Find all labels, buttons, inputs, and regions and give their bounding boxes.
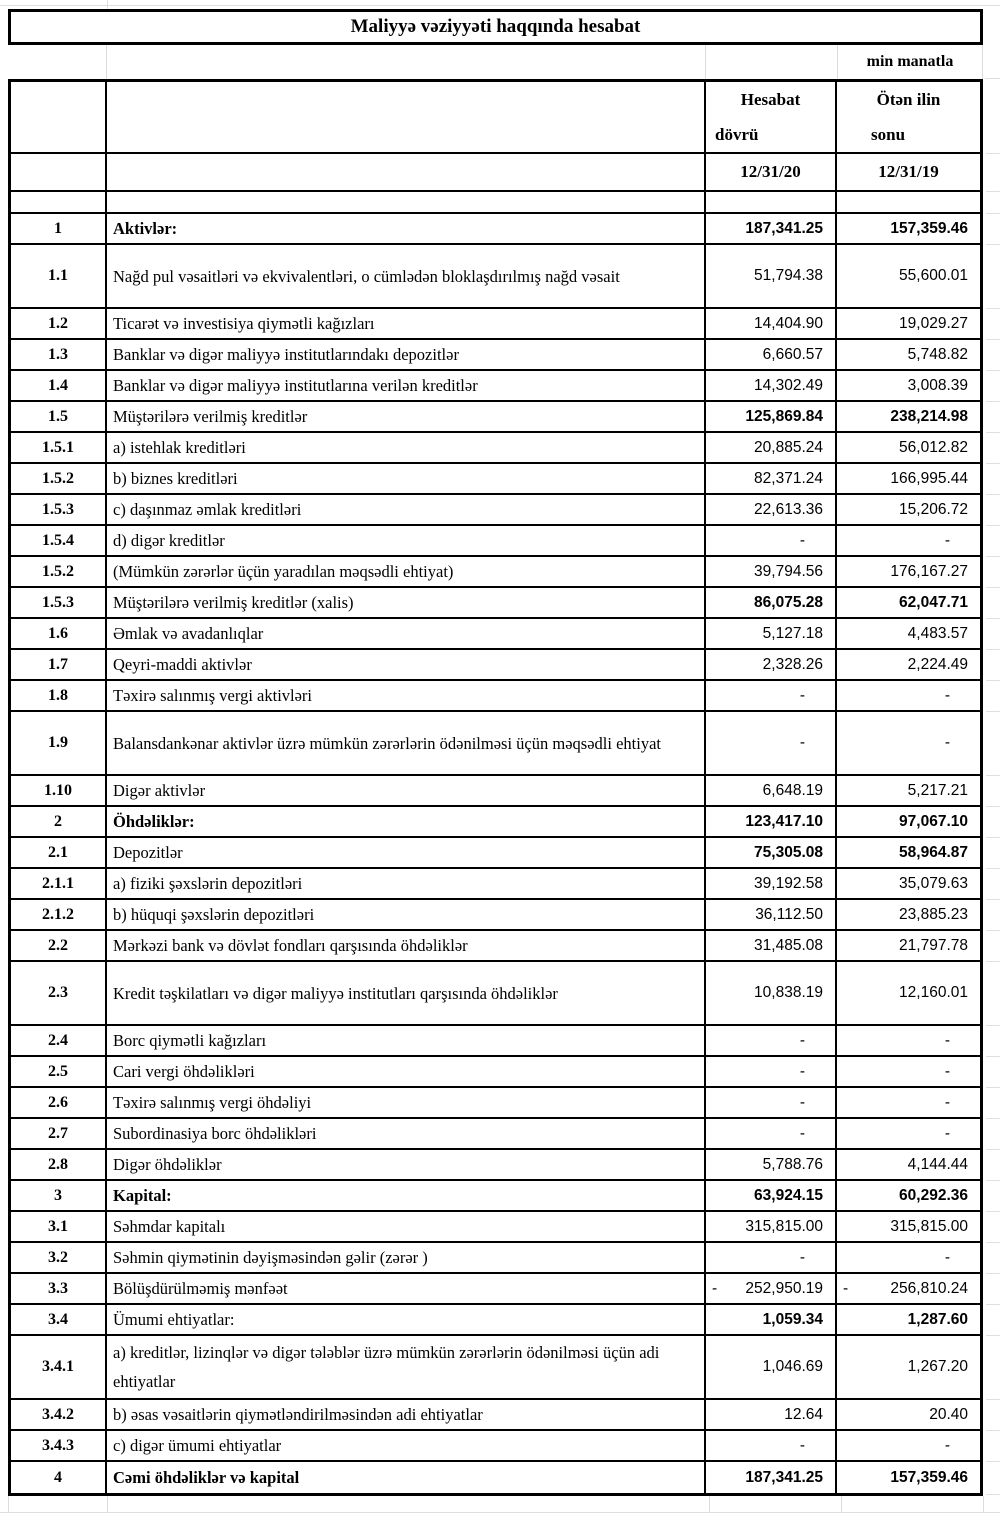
row-number: 1.5.2 bbox=[11, 557, 107, 586]
amount-text: 252,950.19 bbox=[745, 1279, 823, 1297]
current-period-header-line1: Hesabat bbox=[740, 89, 801, 109]
table-row bbox=[11, 557, 980, 588]
sheet-gridline-strip-top bbox=[0, 0, 1000, 9]
table-row bbox=[11, 1088, 980, 1119]
table-row bbox=[11, 712, 980, 776]
spacer-cell-description bbox=[107, 192, 706, 212]
value-previous: 157,359.46 bbox=[890, 1468, 968, 1486]
value-previous: 21,797.78 bbox=[899, 936, 968, 954]
spacer-cell-previous bbox=[837, 192, 980, 212]
gridline-vertical bbox=[8, 1496, 9, 1512]
value-current: 6,648.19 bbox=[706, 776, 837, 805]
table-row bbox=[11, 1181, 980, 1212]
row-label: Kapital: bbox=[107, 1181, 706, 1210]
value-current: 187,341.25 bbox=[706, 214, 837, 243]
value-previous: 238,214.98 bbox=[890, 407, 968, 425]
date-row bbox=[11, 154, 980, 192]
row-number: 3.4.1 bbox=[11, 1336, 107, 1398]
spacer-row bbox=[11, 192, 980, 214]
row-number: 1 bbox=[11, 214, 107, 243]
row-number: 2.2 bbox=[11, 931, 107, 960]
value-current: 12.64 bbox=[706, 1400, 837, 1429]
table-row bbox=[11, 1057, 980, 1088]
header-cell-previous-period bbox=[837, 82, 980, 152]
value-previous: 55,600.01 bbox=[899, 267, 968, 284]
table-row bbox=[11, 245, 980, 309]
table-row bbox=[11, 495, 980, 526]
row-number: 1.10 bbox=[11, 776, 107, 805]
table-row bbox=[11, 464, 980, 495]
table-row bbox=[11, 1305, 980, 1336]
value-previous: 20.40 bbox=[929, 1405, 968, 1423]
table-row bbox=[11, 309, 980, 340]
value-current: 123,417.10 bbox=[706, 807, 837, 836]
row-number: 1.4 bbox=[11, 371, 107, 400]
row-label: Borc qiymətli kağızları bbox=[107, 1026, 706, 1055]
value-current: 86,075.28 bbox=[706, 588, 837, 617]
table-row bbox=[11, 931, 980, 962]
row-label: Təxirə salınmış vergi öhdəliyi bbox=[107, 1088, 706, 1117]
row-number: 1.5.3 bbox=[11, 495, 107, 524]
minus-sign: - bbox=[843, 1279, 849, 1297]
row-label: Cari vergi öhdəlikləri bbox=[107, 1057, 706, 1086]
row-number: 1.3 bbox=[11, 340, 107, 369]
value-previous: 1,287.60 bbox=[907, 1310, 968, 1328]
amount-text: 256,810.24 bbox=[890, 1279, 968, 1297]
row-label: Depozitlər bbox=[107, 838, 706, 867]
minus-sign: - bbox=[712, 1279, 718, 1297]
value-previous: - bbox=[944, 686, 950, 704]
table-row bbox=[11, 433, 980, 464]
value-previous: 56,012.82 bbox=[899, 438, 968, 456]
row-label: Kredit təşkilatları və digər maliyyə institutları qarşısında öhdəliklər bbox=[107, 962, 706, 1024]
table-row bbox=[11, 1274, 980, 1305]
table-row bbox=[11, 900, 980, 931]
value-current: - bbox=[706, 1057, 837, 1086]
date-cell-description bbox=[107, 154, 706, 190]
row-number: 2 bbox=[11, 807, 107, 836]
table-row bbox=[11, 1462, 980, 1493]
row-label: Subordinasiya borc öhdəlikləri bbox=[107, 1119, 706, 1148]
row-number: 1.5.3 bbox=[11, 588, 107, 617]
table-row bbox=[11, 869, 980, 900]
previous-period-header-line1: Ötən ilin bbox=[876, 89, 941, 109]
gridline-vertical bbox=[983, 1496, 984, 1512]
row-number: 3.4.3 bbox=[11, 1431, 107, 1460]
row-label: a) istehlak kreditləri bbox=[107, 433, 706, 462]
table-row bbox=[11, 838, 980, 869]
row-number: 2.7 bbox=[11, 1119, 107, 1148]
value-current: 14,302.49 bbox=[706, 371, 837, 400]
value-previous: - bbox=[944, 1062, 950, 1080]
row-label: Banklar və digər maliyyə institutlarına verilən kreditlər bbox=[107, 371, 706, 400]
table-row bbox=[11, 681, 980, 712]
row-number: 2.3 bbox=[11, 962, 107, 1024]
value-previous: 5,748.82 bbox=[907, 345, 968, 363]
value-current: - bbox=[706, 1088, 837, 1117]
gridline-vertical bbox=[709, 1496, 710, 1512]
value-previous bbox=[837, 1274, 980, 1303]
unit-row-cell-current bbox=[706, 45, 838, 79]
value-previous: 60,292.36 bbox=[899, 1186, 968, 1204]
row-number: 3.4.2 bbox=[11, 1400, 107, 1429]
value-current: 63,924.15 bbox=[706, 1181, 837, 1210]
value-current: - bbox=[706, 1119, 837, 1148]
table-row bbox=[11, 650, 980, 681]
row-number: 4 bbox=[11, 1462, 107, 1493]
row-label: Bölüşdürülməmiş mənfəət bbox=[107, 1274, 706, 1303]
value-current: 36,112.50 bbox=[706, 900, 837, 929]
value-previous: - bbox=[944, 1436, 950, 1454]
row-label: Ümumi ehtiyatlar: bbox=[107, 1305, 706, 1334]
value-previous: 15,206.72 bbox=[899, 500, 968, 518]
table-row bbox=[11, 1026, 980, 1057]
row-label: Müştərilərə verilmiş kreditlər (xalis) bbox=[107, 588, 706, 617]
row-number: 1.5.2 bbox=[11, 464, 107, 493]
row-number: 1.5.1 bbox=[11, 433, 107, 462]
table-row bbox=[11, 340, 980, 371]
value-previous: 5,217.21 bbox=[907, 781, 968, 799]
value-current: 10,838.19 bbox=[706, 962, 837, 1024]
row-number: 3.3 bbox=[11, 1274, 107, 1303]
row-number: 2.5 bbox=[11, 1057, 107, 1086]
row-label: c) daşınmaz əmlak kreditləri bbox=[107, 495, 706, 524]
value-current: - bbox=[706, 1431, 837, 1460]
table-row bbox=[11, 1431, 980, 1462]
value-previous: 23,885.23 bbox=[899, 905, 968, 923]
row-number: 3.2 bbox=[11, 1243, 107, 1272]
value-previous: - bbox=[944, 1031, 950, 1049]
table-row bbox=[11, 962, 980, 1026]
report-title-box bbox=[8, 9, 983, 45]
row-label: Öhdəliklər: bbox=[107, 807, 706, 836]
value-current: 82,371.24 bbox=[706, 464, 837, 493]
unit-row-cell-description bbox=[107, 45, 706, 79]
row-number: 2.1.1 bbox=[11, 869, 107, 898]
table-row bbox=[11, 588, 980, 619]
value-previous: 2,224.49 bbox=[907, 655, 968, 673]
gridline-vertical bbox=[107, 1496, 108, 1512]
current-period-date: 12/31/20 bbox=[706, 154, 837, 190]
unit-label: min manatla bbox=[866, 53, 954, 70]
value-current: - bbox=[706, 681, 837, 710]
value-current: 22,613.36 bbox=[706, 495, 837, 524]
value-current: 39,192.58 bbox=[706, 869, 837, 898]
unit-row-cell-number bbox=[8, 45, 107, 79]
header-cell-current-period bbox=[706, 82, 837, 152]
row-number: 1.5 bbox=[11, 402, 107, 431]
statement-table bbox=[8, 79, 983, 1496]
value-previous: - bbox=[944, 531, 950, 549]
row-number: 3.4 bbox=[11, 1305, 107, 1334]
value-previous: 4,483.57 bbox=[907, 624, 968, 642]
row-label: Səhmin qiymətinin dəyişməsindən gəlir (zərər ) bbox=[107, 1243, 706, 1272]
value-current: - bbox=[706, 526, 837, 555]
table-row bbox=[11, 619, 980, 650]
row-number: 1.2 bbox=[11, 309, 107, 338]
table-row bbox=[11, 1212, 980, 1243]
value-previous: - bbox=[944, 1248, 950, 1266]
row-label: b) biznes kreditləri bbox=[107, 464, 706, 493]
header-cell-number bbox=[11, 82, 107, 152]
row-number: 3 bbox=[11, 1181, 107, 1210]
row-label: c) digər ümumi ehtiyatlar bbox=[107, 1431, 706, 1460]
row-label: Müştərilərə verilmiş kreditlər bbox=[107, 402, 706, 431]
row-label: Nağd pul vəsaitləri və ekvivalentləri, o cümlədən bloklaşdırılmış nağd vəsait bbox=[107, 245, 706, 307]
table-row bbox=[11, 526, 980, 557]
unit-row bbox=[8, 45, 983, 79]
row-number: 1.5.4 bbox=[11, 526, 107, 555]
value-previous: 12,160.01 bbox=[899, 984, 968, 1001]
row-number: 2.4 bbox=[11, 1026, 107, 1055]
value-current: 187,341.25 bbox=[706, 1462, 837, 1493]
table-row bbox=[11, 1243, 980, 1274]
value-current: - bbox=[706, 1026, 837, 1055]
row-number: 1.9 bbox=[11, 712, 107, 774]
table-row bbox=[11, 1119, 980, 1150]
value-current: 315,815.00 bbox=[706, 1212, 837, 1241]
value-previous: 19,029.27 bbox=[899, 314, 968, 332]
value-current: 6,660.57 bbox=[706, 340, 837, 369]
date-cell-number bbox=[11, 154, 107, 190]
row-label: Balansdankənar aktivlər üzrə mümkün zərərlərin ödənilməsi üçün məqsədli ehtiyat bbox=[107, 712, 706, 774]
row-label: d) digər kreditlər bbox=[107, 526, 706, 555]
value-previous: 4,144.44 bbox=[907, 1155, 968, 1173]
table-row bbox=[11, 1336, 980, 1400]
value-current: 125,869.84 bbox=[706, 402, 837, 431]
row-label: Ticarət və investisiya qiymətli kağızları bbox=[107, 309, 706, 338]
value-current bbox=[706, 1274, 837, 1303]
value-previous: - bbox=[944, 1124, 950, 1142]
table-row bbox=[11, 807, 980, 838]
row-number: 2.1.2 bbox=[11, 900, 107, 929]
value-previous: 166,995.44 bbox=[890, 469, 968, 487]
value-current: 14,404.90 bbox=[706, 309, 837, 338]
value-previous: 58,964.87 bbox=[899, 843, 968, 861]
row-label: b) əsas vəsaitlərin qiymətləndirilməsindən adi ehtiyatlar bbox=[107, 1400, 706, 1429]
row-label: Mərkəzi bank və dövlət fondları qarşısında öhdəliklər bbox=[107, 931, 706, 960]
row-label: a) kreditlər, lizinqlər və digər tələblər üzrə mümkün zərərlərin ödənilməsi üçün adi ehtiyatlar bbox=[107, 1336, 706, 1398]
value-current: - bbox=[706, 712, 837, 774]
spacer-cell-number bbox=[11, 192, 107, 212]
row-number: 2.1 bbox=[11, 838, 107, 867]
value-current: 1,046.69 bbox=[706, 1336, 837, 1398]
row-number: 2.8 bbox=[11, 1150, 107, 1179]
table-header-row bbox=[11, 82, 980, 154]
value-previous: 1,267.20 bbox=[907, 1358, 968, 1375]
value-current: 51,794.38 bbox=[706, 245, 837, 307]
row-number: 2.6 bbox=[11, 1088, 107, 1117]
value-previous: - bbox=[944, 734, 950, 751]
value-previous: 176,167.27 bbox=[890, 562, 968, 580]
gridline-vertical bbox=[841, 1496, 842, 1512]
row-label: (Mümkün zərərlər üçün yaradılan məqsədli ehtiyat) bbox=[107, 557, 706, 586]
table-row bbox=[11, 1150, 980, 1181]
row-label: Banklar və digər maliyyə institutlarındakı depozitlər bbox=[107, 340, 706, 369]
value-previous: 62,047.71 bbox=[899, 593, 968, 611]
report-title: Maliyyə vəziyyəti haqqında hesabat bbox=[350, 16, 641, 37]
value-current: 5,127.18 bbox=[706, 619, 837, 648]
row-label: a) fiziki şəxslərin depozitləri bbox=[107, 869, 706, 898]
table-row bbox=[11, 776, 980, 807]
value-previous: 97,067.10 bbox=[899, 812, 968, 830]
table-row bbox=[11, 402, 980, 433]
table-row bbox=[11, 371, 980, 402]
current-period-header-line2: dövrü bbox=[715, 124, 759, 144]
value-previous: 157,359.46 bbox=[890, 219, 968, 237]
row-number: 1.8 bbox=[11, 681, 107, 710]
row-number: 1.7 bbox=[11, 650, 107, 679]
row-number: 1.1 bbox=[11, 245, 107, 307]
previous-period-date: 12/31/19 bbox=[878, 162, 939, 181]
value-current: 31,485.08 bbox=[706, 931, 837, 960]
row-label: b) hüquqi şəxslərin depozitləri bbox=[107, 900, 706, 929]
row-label: Digər öhdəliklər bbox=[107, 1150, 706, 1179]
value-previous: 315,815.00 bbox=[890, 1217, 968, 1235]
value-current: 1,059.34 bbox=[706, 1305, 837, 1334]
table-row bbox=[11, 1400, 980, 1431]
value-current: 75,305.08 bbox=[706, 838, 837, 867]
row-label: Əmlak və avadanlıqlar bbox=[107, 619, 706, 648]
row-label: Qeyri-maddi aktivlər bbox=[107, 650, 706, 679]
row-label: Təxirə salınmış vergi aktivləri bbox=[107, 681, 706, 710]
previous-period-header-line2: sonu bbox=[871, 124, 906, 144]
value-previous: - bbox=[944, 1093, 950, 1111]
sheet-gridline-strip-bottom bbox=[0, 1496, 1000, 1523]
value-current: 39,794.56 bbox=[706, 557, 837, 586]
value-current: - bbox=[706, 1243, 837, 1272]
value-previous: 3,008.39 bbox=[907, 376, 968, 394]
value-current: 2,328.26 bbox=[706, 650, 837, 679]
row-label: Səhmdar kapitalı bbox=[107, 1212, 706, 1241]
value-current: 5,788.76 bbox=[706, 1150, 837, 1179]
spacer-cell-current bbox=[706, 192, 837, 212]
header-cell-description bbox=[107, 82, 706, 152]
value-current: 20,885.24 bbox=[706, 433, 837, 462]
table-row bbox=[11, 214, 980, 245]
unit-row-cell-previous bbox=[838, 45, 983, 79]
row-number: 1.6 bbox=[11, 619, 107, 648]
row-number: 3.1 bbox=[11, 1212, 107, 1241]
row-label: Cəmi öhdəliklər və kapital bbox=[107, 1462, 706, 1493]
value-previous: 35,079.63 bbox=[899, 874, 968, 892]
row-label: Digər aktivlər bbox=[107, 776, 706, 805]
row-label: Aktivlər: bbox=[107, 214, 706, 243]
